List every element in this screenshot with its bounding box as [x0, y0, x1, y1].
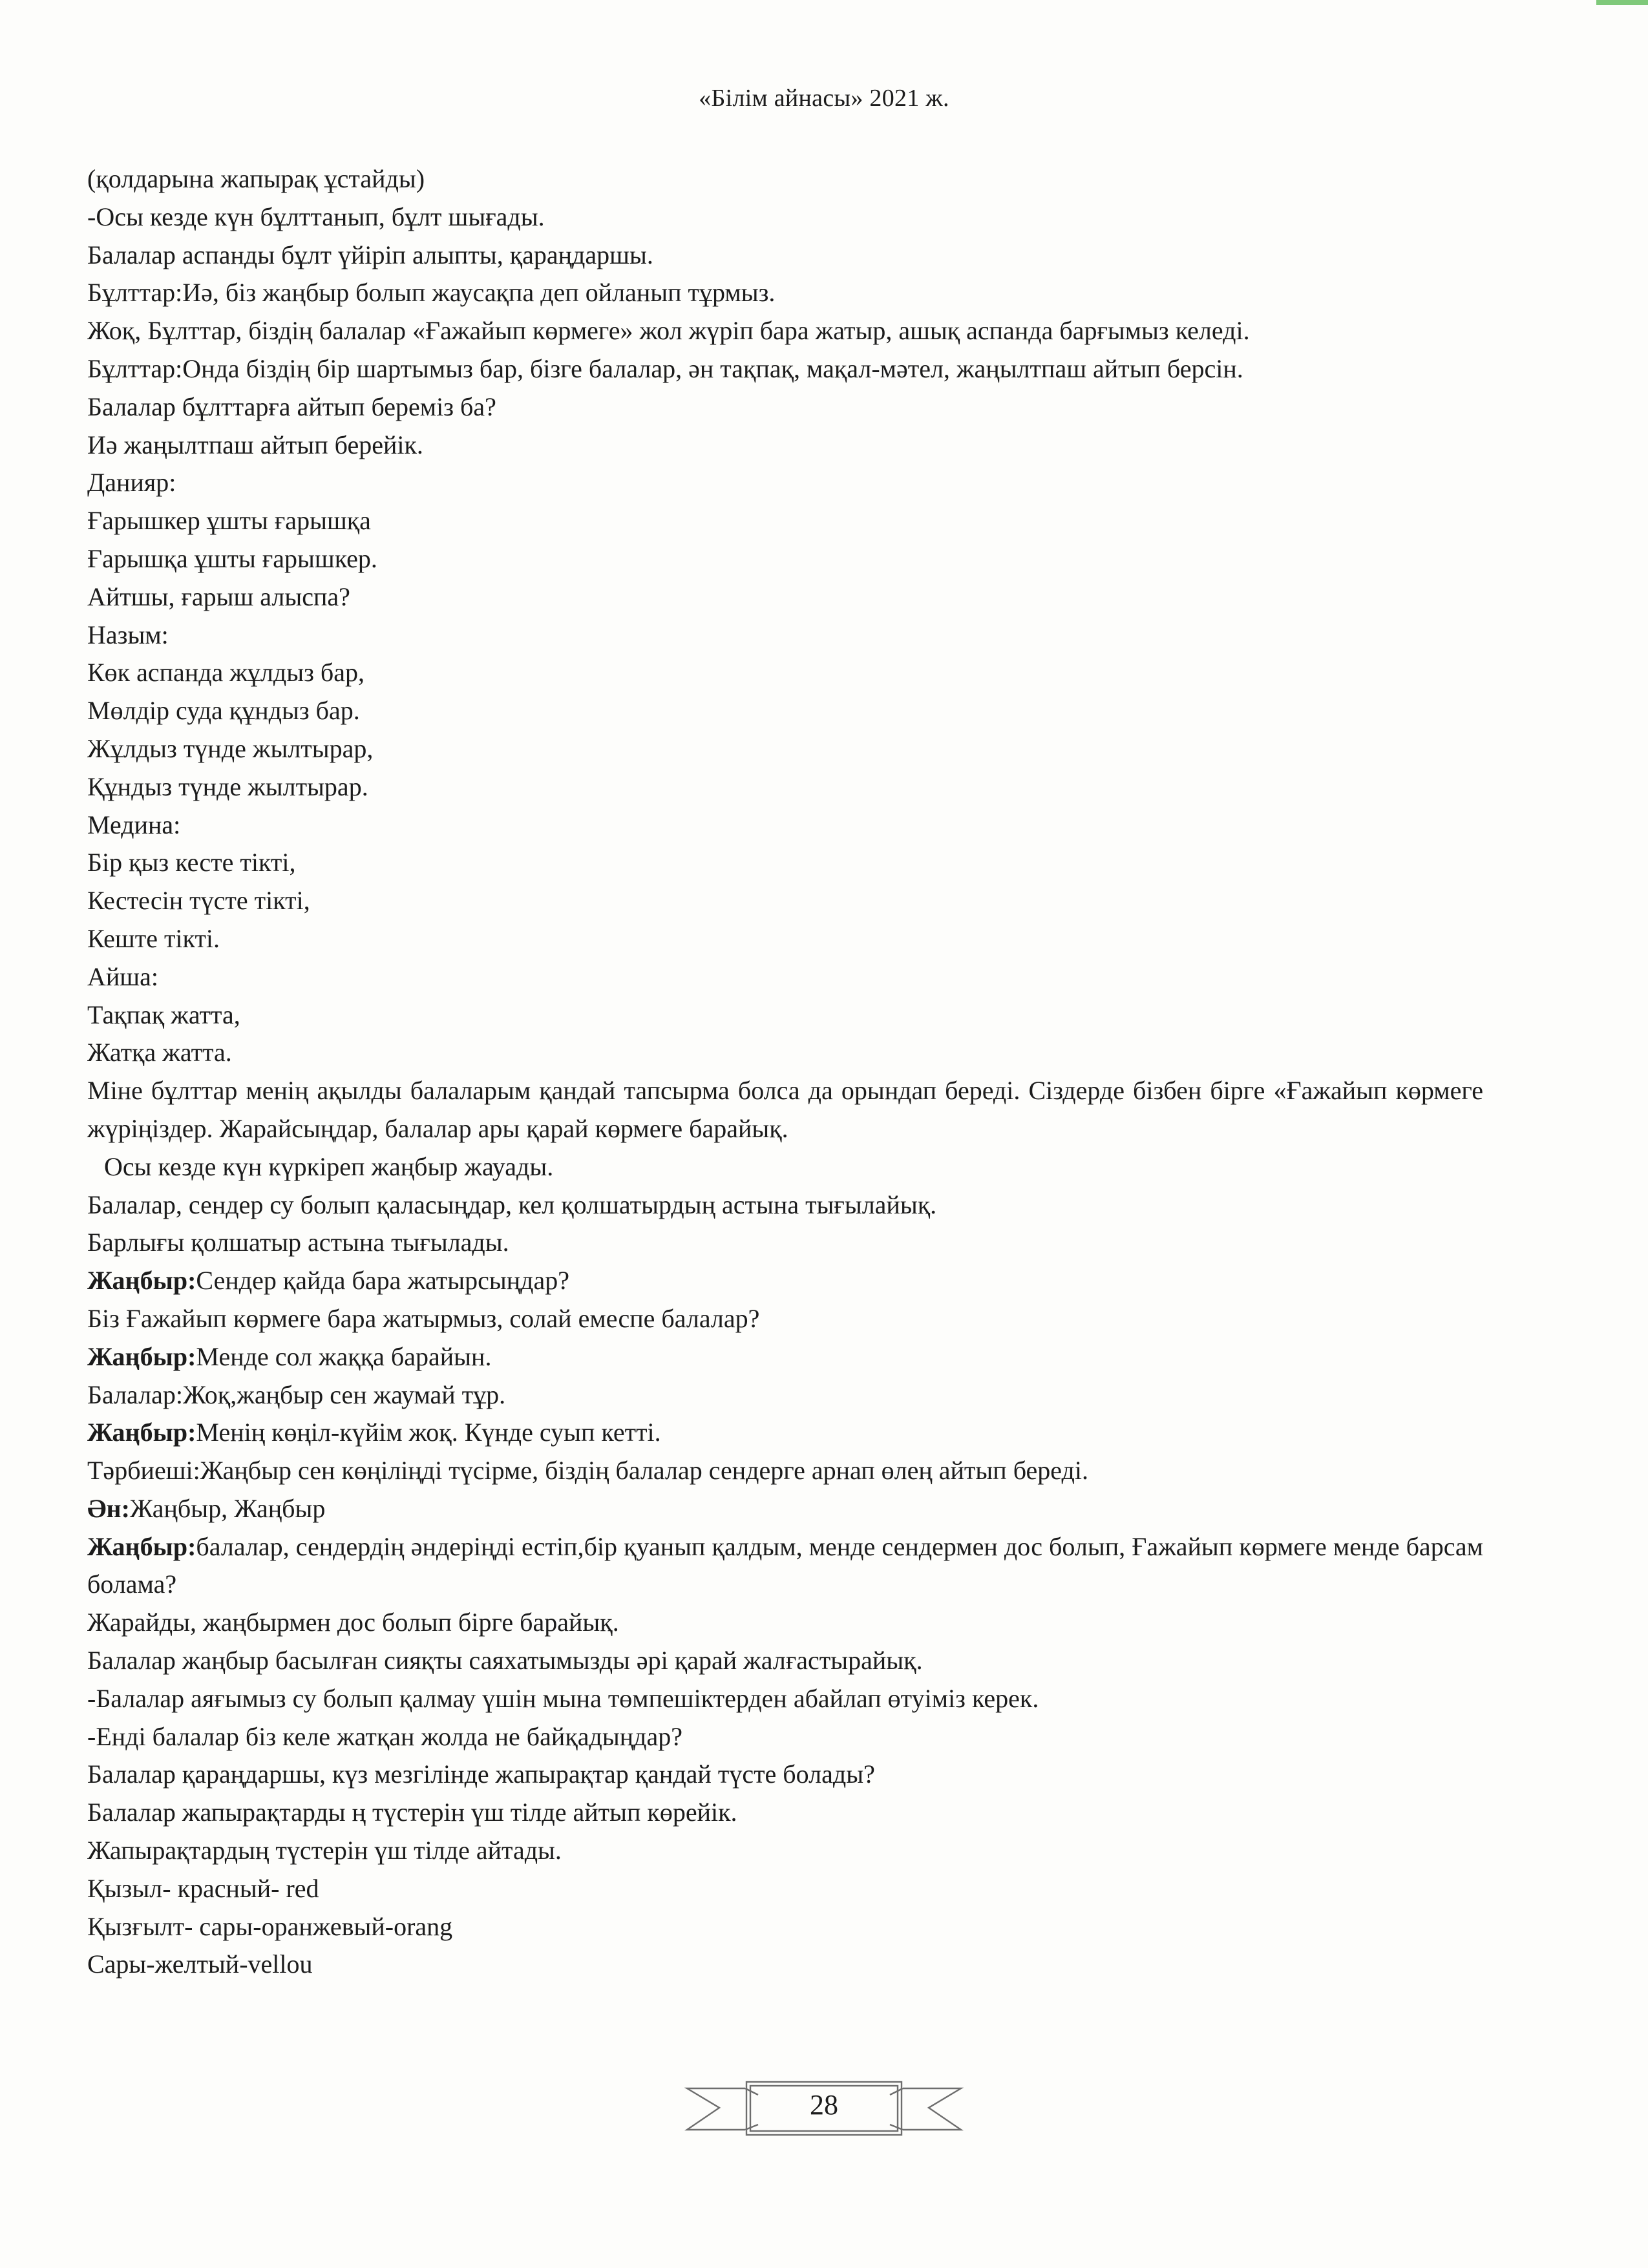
text-line	[87, 1642, 1483, 1680]
line-text: Барлығы қолшатыр астына тығылады.	[87, 1228, 509, 1257]
text-line	[87, 730, 1483, 768]
line-text: Жарайды, жаңбырмен дос болып бірге барайық.	[87, 1608, 619, 1637]
speaker-label: Жаңбыр:	[87, 1266, 196, 1296]
text-line	[87, 1300, 1483, 1338]
line-text: Көк аспанда жұлдыз бар,	[87, 658, 365, 688]
text-line	[87, 388, 1483, 426]
text-line	[87, 1946, 1483, 1984]
text-line	[87, 616, 1483, 655]
speaker-label: Жаңбыр:	[87, 1418, 196, 1447]
text-line	[87, 1148, 1483, 1186]
line-text: Балалар жаңбыр басылған сияқты саяхатымызды әрі қарай жалғастырайық.	[87, 1646, 923, 1675]
speaker-label: Жаңбыр:	[87, 1531, 196, 1561]
text-line	[87, 1452, 1483, 1490]
line-text: Балалар бұлттарға айтып береміз ба?	[87, 392, 496, 421]
line-text: Кестесін түсте тікті,	[87, 886, 310, 916]
line-text: Назым:	[87, 620, 169, 649]
text-line	[87, 1832, 1483, 1870]
line-text: (қолдарына жапырақ ұстайды)	[87, 164, 425, 193]
text-line	[87, 1186, 1483, 1224]
line-text: Медина:	[87, 810, 181, 839]
page-number-ribbon	[682, 2073, 966, 2143]
page-body	[87, 160, 1483, 1984]
text-line	[87, 426, 1483, 465]
speaker-label: Жаңбыр:	[87, 1341, 196, 1371]
line-text: Бұлттар:Иә, біз жаңбыр болып жаусақпа деп ойланып тұрмыз.	[87, 278, 776, 308]
text-line	[87, 654, 1483, 692]
line-text: Сендер қайда бара жатырсыңдар?	[196, 1266, 570, 1296]
text-line	[87, 996, 1483, 1034]
text-line	[87, 1794, 1483, 1832]
line-text: Жаңбыр, Жаңбыр	[129, 1493, 326, 1523]
line-text: Ғарышқа ұшты ғарышкер.	[87, 543, 377, 573]
line-text: -Осы кезде күн бұлттанып, бұлт шығады.	[87, 202, 545, 231]
speaker-label: Ән:	[87, 1493, 130, 1523]
line-text: Мөлдір суда құндыз бар.	[87, 696, 360, 726]
text-line	[87, 540, 1483, 578]
line-text: Бір қыз кесте тікті,	[87, 848, 296, 877]
text-line	[87, 1034, 1483, 1072]
line-text: Балалар қараңдаршы, күз мезгілінде жапырақтар қандай түсте болады?	[87, 1759, 875, 1789]
text-line	[87, 1756, 1483, 1794]
line-text: Балалар жапырақтарды ң түстерін үш тілде айтып көрейік.	[87, 1798, 737, 1827]
text-line	[87, 882, 1483, 920]
line-text: -Балалар аяғымыз су болып қалмау үшін мына төмпешіктерден абайлап өтуіміз керек.	[87, 1683, 1039, 1713]
line-text: балалар, сендердің әндеріңді естіп,бір қуанып қалдым, менде сендермен дос болып, Ғажайып көрмеге менде барсам болама?	[87, 1531, 1483, 1599]
text-line	[87, 768, 1483, 806]
line-text: Жоқ, Бұлттар, біздің балалар «Ғажайып көрмеге» жол жүріп бара жатыр, ашық аспанда барғымыз келеді.	[87, 316, 1250, 346]
text-line	[87, 958, 1483, 996]
text-line	[87, 274, 1483, 312]
text-line	[87, 1262, 1483, 1300]
line-text: Жұлдыз түнде жылтырар,	[87, 733, 374, 763]
line-text: Кеште тікті.	[87, 923, 220, 953]
text-line	[87, 1604, 1483, 1642]
line-text: -Енді балалар біз келе жатқан жолда не байқадыңдар?	[87, 1721, 682, 1751]
page-number: 28	[810, 2089, 838, 2121]
text-line	[87, 502, 1483, 540]
line-text: Міне бұлттар менің ақылды балаларым қандай тапсырма болса да орындап береді. Сіздерде бізбен бірге «Ғажайып көрмеге жүріңіздер. Жарайсыңдар, балалар ары қарай көрмеге барайық.	[87, 1076, 1483, 1143]
line-text: Жапырақтардың түстерін үш тілде айтады.	[87, 1836, 562, 1865]
line-text: Бұлттар:Онда біздің бір шартымыз бар, бізге балалар, ән тақпақ, мақал-мәтел, жаңылтпаш айтып берсін.	[87, 353, 1243, 383]
line-text: Айтшы, ғарыш алыспа?	[87, 582, 350, 611]
text-line	[87, 1414, 1483, 1452]
line-text: Иә жаңылтпаш айтып берейік.	[87, 430, 423, 459]
line-text: Құндыз түнде жылтырар.	[87, 772, 368, 801]
text-line	[87, 198, 1483, 236]
text-line	[87, 1224, 1483, 1262]
line-text: Қызғылт- сары-оранжевый-orang	[87, 1911, 453, 1941]
text-line	[87, 160, 1483, 198]
text-line	[87, 806, 1483, 845]
line-text: Қызыл- красный- red	[87, 1873, 319, 1903]
line-text: Балалар, сендер су болып қаласыңдар, кел қолшатырдың астына тығылайық.	[87, 1190, 937, 1219]
line-text: Біз Ғажайып көрмеге бара жатырмыз, солай емеспе балалар?	[87, 1303, 760, 1333]
running-header: «Білім айнасы» 2021 ж.	[699, 85, 949, 112]
corner-mark	[1596, 0, 1648, 5]
line-text: Тақпақ жатта,	[87, 1000, 240, 1029]
text-line	[87, 1908, 1483, 1946]
line-text: Балалар:Жоқ,жаңбыр сен жаумай тұр.	[87, 1380, 506, 1409]
text-line	[87, 1718, 1483, 1756]
text-line	[87, 920, 1483, 958]
text-line	[87, 578, 1483, 616]
line-text: Менің көңіл-күйім жоқ. Күнде суып кетті.	[196, 1418, 661, 1447]
text-line	[87, 844, 1483, 882]
text-line	[87, 350, 1483, 388]
text-line	[87, 1338, 1483, 1376]
text-line	[87, 1680, 1483, 1718]
line-text: Ғарышкер ұшты ғарышқа	[87, 506, 371, 536]
text-line	[87, 692, 1483, 730]
line-text: Айша:	[87, 961, 158, 991]
line-text: Осы кезде күн күркіреп жаңбыр жауады.	[104, 1151, 554, 1181]
text-line	[87, 1376, 1483, 1414]
text-line	[87, 312, 1483, 350]
text-line	[87, 1072, 1483, 1148]
line-text: Данияр:	[87, 468, 176, 498]
text-line	[87, 1490, 1483, 1528]
text-line	[87, 464, 1483, 502]
line-text: Балалар аспанды бұлт үйіріп алыпты, қараңдаршы.	[87, 240, 653, 269]
line-text: Менде сол жаққа барайын.	[196, 1341, 492, 1371]
line-text: Тәрбиеші:Жаңбыр сен көңіліңді түсірме, біздің балалар сендерге арнап өлең айтып береді.	[87, 1456, 1088, 1486]
line-text: Сары-желтый-vellou	[87, 1949, 313, 1979]
line-text: Жатқа жатта.	[87, 1038, 232, 1067]
text-line	[87, 236, 1483, 275]
text-line	[87, 1870, 1483, 1908]
text-line	[87, 1528, 1483, 1604]
